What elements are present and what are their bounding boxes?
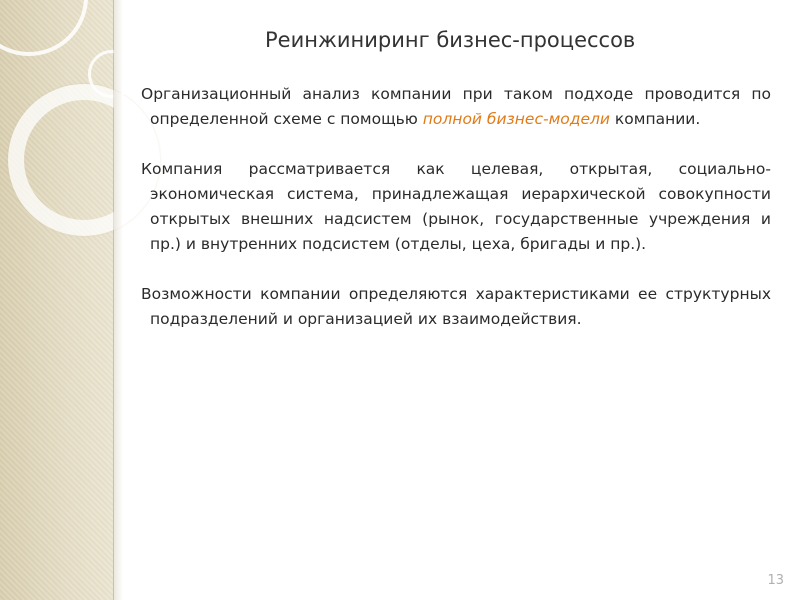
paragraph-analysis [141, 82, 771, 132]
highlight-business-model: полной бизнес-модели [422, 110, 610, 128]
decorative-ring-large [8, 84, 160, 236]
paragraph-analysis-text: Организационный анализ компании при таком подходе проводится по определенной схеме с помощью [141, 85, 771, 128]
page-number: 13 [767, 573, 784, 588]
side-panel-shadow [113, 0, 123, 600]
paragraph-company-system: Компания рассматривается как целевая, открытая, социально-экономическая система, принадлежащая иерархической совокупности открытых внешних надсистем (рынок, государственные учреждения и пр.) и внутренних подсистем (отделы, цеха, бригады и пр.). [141, 160, 771, 253]
paragraph-analysis-end: компании. [610, 110, 701, 128]
decorative-side-panel [0, 0, 114, 600]
slide-body [141, 82, 771, 357]
decorative-ring-small [88, 50, 136, 98]
slide-title: Реинжиниринг бизнес-процессов [265, 28, 636, 52]
decorative-ring-top [0, 0, 88, 56]
paragraph-capabilities: Возможности компании определяются характеристиками ее структурных подразделений и организацией их взаимодействия. [141, 285, 771, 328]
